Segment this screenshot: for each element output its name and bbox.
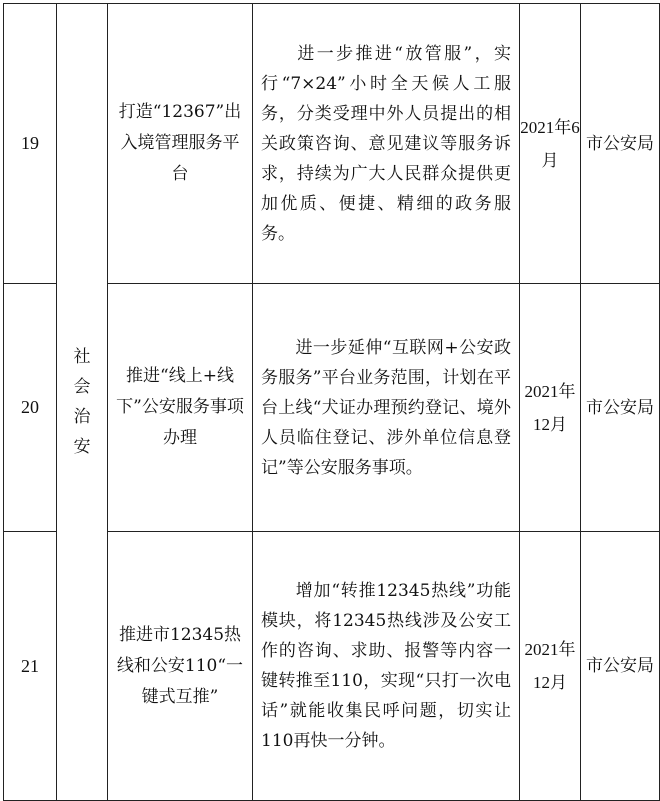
completion-time: 2021年12月 — [520, 532, 581, 801]
completion-time: 2021年12月 — [520, 284, 581, 532]
responsible-department: 市公安局 — [581, 284, 660, 532]
item-name: 打造“12367”出入境管理服务平台 — [108, 4, 253, 284]
category-cell — [57, 4, 108, 801]
item-description-text: 增加“转推12345热线”功能模块，将12345热线涉及公安工作的咨询、求助、报警等内容一键转推至110，实现“只打一次电话”就能收集民呼问题，切实让110再快一分钟。 — [261, 581, 511, 751]
responsible-department: 市公安局 — [581, 532, 660, 801]
row-number: 19 — [4, 4, 57, 284]
row-number: 20 — [4, 284, 57, 532]
item-description-text: 进一步延伸“互联网+公安政务服务”平台业务范围，计划在平台上线“犬证办理预约登记、境外人员临住登记、涉外单位信息登记”等公安服务事项。 — [261, 337, 511, 478]
table-row — [4, 4, 660, 284]
completion-time: 2021年6月 — [520, 4, 581, 284]
category-label: 社会治安 — [73, 347, 91, 457]
item-description — [253, 532, 520, 801]
service-items-table — [3, 3, 660, 801]
item-name: 推进“线上+线下”公安服务事项办理 — [108, 284, 253, 532]
item-description — [253, 4, 520, 284]
item-name: 推进市12345热线和公安110“一键式互推” — [108, 532, 253, 801]
responsible-department: 市公安局 — [581, 4, 660, 284]
item-description-text: 进一步推进“放管服”，实行“7×24”小时全天候人工服务，分类受理中外人员提出的相关政策咨询、意见建议等服务诉求，持续为广大人民群众提供更加优质、便捷、精细的政务服务。 — [261, 43, 511, 244]
row-number: 21 — [4, 532, 57, 801]
item-description — [253, 284, 520, 532]
